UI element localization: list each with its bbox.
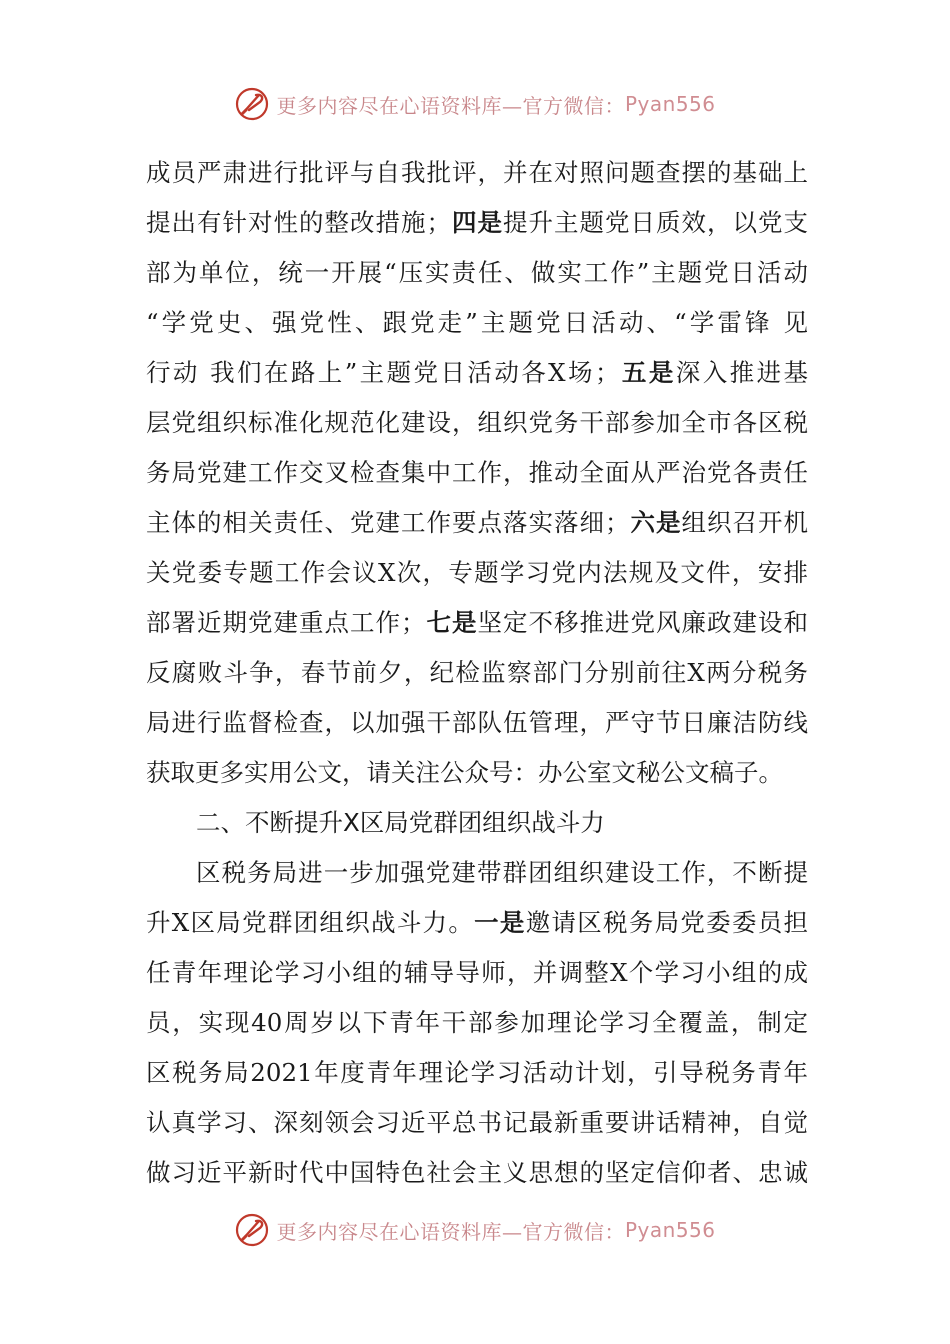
- text-run: 认真学习、深刻领会习近平总书记最新重要讲话精神，自觉: [146, 1108, 808, 1137]
- text-run: 关党委专题工作会议X次，专题学习党内法规及文件，安排: [146, 558, 808, 587]
- text-line: [146, 448, 808, 498]
- text-line: [146, 298, 808, 348]
- text-line: [146, 1098, 808, 1148]
- text-line: [146, 598, 808, 648]
- text-run: 部为单位，统一开展“压实责任、做实工作”主题党日活动: [146, 258, 808, 287]
- text-line: [146, 1048, 808, 1098]
- text-line: [146, 648, 808, 698]
- text-line: [146, 948, 808, 998]
- watermark-brand: Pyan556: [624, 1218, 716, 1242]
- text-line: [146, 998, 808, 1048]
- text-run: 做习近平新时代中国特色社会主义思想的坚定信仰者、忠诚: [146, 1158, 808, 1187]
- text-line: [146, 398, 808, 448]
- text-run: 区税务局进一步加强党建带群团组织建设工作，不断提: [196, 858, 808, 887]
- text-line: [146, 348, 808, 398]
- paragraph-continued: [146, 148, 808, 798]
- text-run: 邀请区税务局党委委员担: [525, 908, 809, 937]
- quill-logo-icon: [234, 1212, 270, 1248]
- text-run: 任青年理论学习小组的辅导导师，并调整X个学习小组的成: [146, 958, 808, 987]
- watermark-text: 更多内容尽在心语资料库—官方微信：: [276, 93, 625, 118]
- text-line: [146, 898, 808, 948]
- text-line: [146, 748, 808, 798]
- text-line: [146, 848, 808, 898]
- text-line: [146, 198, 808, 248]
- text-run: 员，实现40周岁以下青年干部参加理论学习全覆盖，制定: [146, 1008, 808, 1037]
- text-run: 组织召开机: [681, 508, 808, 537]
- text-line: [146, 248, 808, 298]
- text-run: 部署近期党建重点工作；: [146, 608, 426, 637]
- bold-ordinal: 六是: [629, 508, 682, 537]
- text-line: [146, 1148, 808, 1198]
- footer-watermark: [0, 1210, 950, 1250]
- bold-ordinal: 四是: [451, 208, 503, 237]
- text-run: “学党史、强党性、跟党走”主题党日活动、“学雷锋 见: [146, 308, 808, 337]
- text-run: 坚定不移推进党风廉政建设和: [477, 608, 808, 637]
- section-heading: 二、不断提升X区局党群团组织战斗力: [196, 808, 605, 837]
- watermark-brand: Pyan556: [624, 92, 716, 116]
- document-body: [146, 148, 808, 1198]
- text-run: 务局党建工作交叉检查集中工作，推动全面从严治党各责任: [146, 458, 808, 487]
- text-line: [146, 698, 808, 748]
- text-line: [146, 498, 808, 548]
- text-run: 主体的相关责任、党建工作要点落实落细；: [146, 508, 630, 537]
- bold-ordinal: 七是: [425, 608, 478, 637]
- text-line: [146, 148, 808, 198]
- paragraph-section-two: [146, 848, 808, 1198]
- text-run: 层党组织标准化规范化建设，组织党务干部参加全市各区税: [146, 408, 808, 437]
- watermark-text: 更多内容尽在心语资料库—官方微信：: [276, 1219, 625, 1244]
- text-run: 局进行监督检查，以加强干部队伍管理，严守节日廉洁防线: [146, 708, 808, 737]
- text-run: 获取更多实用公文，请关注公众号：办公室文秘公文稿子。: [146, 758, 783, 787]
- text-run: 提升主题党日质效，以党支: [503, 208, 808, 237]
- text-line: [146, 548, 808, 598]
- text-run: 提出有针对性的整改措施；: [146, 208, 451, 237]
- text-run: 反腐败斗争，春节前夕，纪检监察部门分别前往X两分税务: [146, 658, 808, 687]
- text-run: 区税务局2021年度青年理论学习活动计划，引导税务青年: [146, 1058, 808, 1087]
- text-run: 成员严肃进行批评与自我批评，并在对照问题查摆的基础上: [146, 158, 808, 187]
- text-run: 升X区局党群团组织战斗力。: [146, 908, 475, 937]
- bold-ordinal: 一是: [474, 908, 526, 937]
- header-watermark: [0, 84, 950, 124]
- text-run: 行动 我们在路上”主题党日活动各X场；: [146, 358, 620, 387]
- bold-ordinal: 五是: [619, 358, 676, 387]
- text-run: 深入推进基: [675, 358, 808, 387]
- quill-logo-icon: [234, 86, 270, 122]
